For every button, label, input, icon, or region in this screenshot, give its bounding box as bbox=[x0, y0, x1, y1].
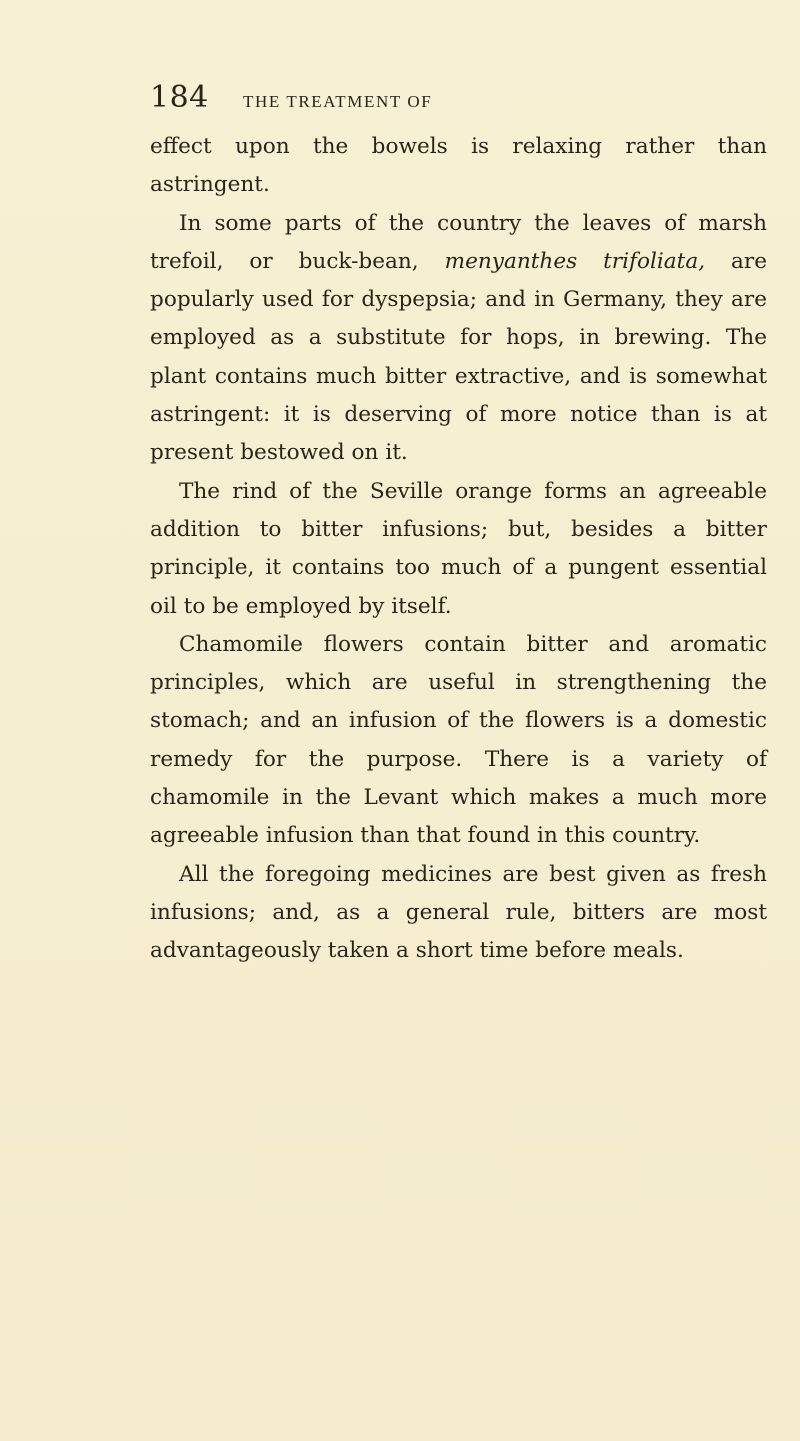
running-head: THE TREATMENT OF bbox=[243, 92, 433, 111]
paragraph-marsh-trefoil-before: In some parts of the country the leaves of marsh trefoil, or buck-bean, bbox=[150, 210, 767, 274]
paragraph-bowels-effect: effect upon the bowels is relaxing rather than astringent. bbox=[150, 134, 767, 198]
body-text bbox=[150, 128, 767, 971]
page-header bbox=[0, 80, 800, 120]
page-number: 184 bbox=[150, 80, 209, 115]
paragraph-foregoing-medicines: All the foregoing medicines are best given as fresh infusions; and, as a general rule, bitters are most advantageously taken a short time before meals. bbox=[150, 861, 767, 964]
botanical-name: menyanthes trifoliata, bbox=[444, 248, 706, 274]
paragraph-chamomile: Chamomile flowers contain bitter and aromatic principles, which are useful in strengthening the stomach; and an infusion of the flowers is a domestic remedy for the purpose. There is a variety of chamomile in the Levant which makes a much more agreeable infusion than that found in this country. bbox=[150, 631, 767, 849]
paragraph-marsh-trefoil-after: are popularly used for dyspepsia; and in Germany, they are employed as a substitute for hops, in brewing. The plant contains much bitter extractive, and is somewhat astringent: it is deserving of more notice than is at present bestowed on it. bbox=[150, 248, 767, 466]
paragraph-marsh-trefoil bbox=[150, 205, 767, 473]
paragraph-seville-orange: The rind of the Seville orange forms an agreeable addition to bitter infusions; but, besides a bitter principle, it contains too much of a pungent essential oil to be employed by itself. bbox=[150, 478, 767, 619]
